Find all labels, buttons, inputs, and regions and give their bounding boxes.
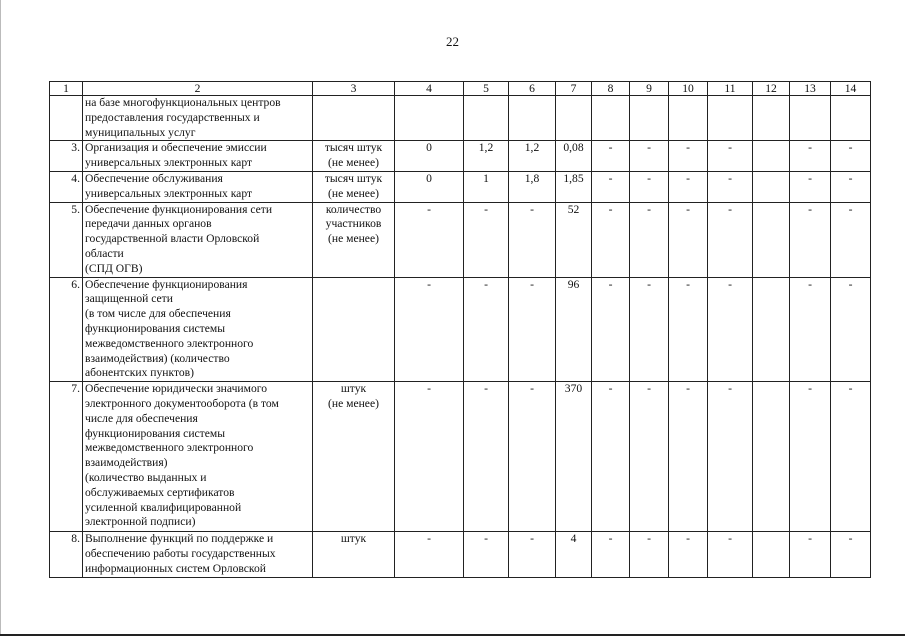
indicator-value: - xyxy=(464,382,509,532)
indicator-value: - xyxy=(464,277,509,382)
indicator-value: - xyxy=(669,532,708,578)
table-row xyxy=(50,141,871,172)
indicator-value: - xyxy=(831,532,871,578)
indicator-value xyxy=(464,96,509,141)
column-header: 7 xyxy=(556,82,592,96)
column-header: 2 xyxy=(83,82,313,96)
indicator-value: - xyxy=(630,382,669,532)
indicator-value xyxy=(753,202,790,277)
indicator-value: - xyxy=(831,382,871,532)
indicator-value: - xyxy=(790,141,831,172)
indicator-value: 1,2 xyxy=(464,141,509,172)
indicator-value xyxy=(556,96,592,141)
table-body xyxy=(50,96,871,578)
indicator-value: - xyxy=(831,202,871,277)
column-header: 14 xyxy=(831,82,871,96)
column-header: 13 xyxy=(790,82,831,96)
indicator-value: - xyxy=(592,141,630,172)
indicator-value: - xyxy=(592,532,630,578)
column-header: 6 xyxy=(509,82,556,96)
table-row xyxy=(50,96,871,141)
table-row xyxy=(50,277,871,382)
indicator-value: - xyxy=(790,382,831,532)
indicator-value: - xyxy=(464,532,509,578)
indicator-value: - xyxy=(790,202,831,277)
indicator-value: - xyxy=(669,382,708,532)
indicator-value: - xyxy=(509,382,556,532)
indicator-value xyxy=(753,532,790,578)
row-number: 5. xyxy=(50,202,83,277)
indicator-value: - xyxy=(708,382,753,532)
indicator-value xyxy=(395,96,464,141)
indicator-value: 1,2 xyxy=(509,141,556,172)
indicator-value xyxy=(592,96,630,141)
indicator-value: - xyxy=(464,202,509,277)
indicator-value: - xyxy=(708,202,753,277)
unit-of-measure: тысяч штук (не менее) xyxy=(313,171,395,202)
table-row xyxy=(50,382,871,532)
indicator-value: - xyxy=(395,202,464,277)
indicator-value: - xyxy=(708,532,753,578)
indicator-value: - xyxy=(630,277,669,382)
column-header: 11 xyxy=(708,82,753,96)
unit-of-measure: штук xyxy=(313,532,395,578)
indicator-name: Выполнение функций по поддержке и обеспечению работы государственных информационных систем Орловской xyxy=(83,532,313,578)
indicator-value: - xyxy=(831,171,871,202)
indicator-value xyxy=(753,277,790,382)
column-header: 3 xyxy=(313,82,395,96)
row-number: 4. xyxy=(50,171,83,202)
indicator-value: - xyxy=(831,141,871,172)
indicator-value xyxy=(831,96,871,141)
indicators-table xyxy=(49,81,871,578)
indicator-value xyxy=(753,171,790,202)
unit-of-measure: штук (не менее) xyxy=(313,382,395,532)
indicator-value: 1,85 xyxy=(556,171,592,202)
indicator-value: 0 xyxy=(395,141,464,172)
indicator-value: 370 xyxy=(556,382,592,532)
indicator-value xyxy=(790,96,831,141)
column-header: 1 xyxy=(50,82,83,96)
indicator-value: - xyxy=(790,532,831,578)
indicator-value: - xyxy=(790,171,831,202)
indicator-value xyxy=(753,141,790,172)
indicator-name: Организация и обеспечение эмиссии универсальных электронных карт xyxy=(83,141,313,172)
unit-of-measure xyxy=(313,96,395,141)
indicator-value: - xyxy=(509,202,556,277)
row-number xyxy=(50,96,83,141)
table-row xyxy=(50,171,871,202)
unit-of-measure xyxy=(313,277,395,382)
indicator-name: Обеспечение юридически значимого электронного документооборота (в том числе для обеспечения функционирования системы межведомственного электронного взаимодействия) (количество выданных и обслуживаемых сертификатов усиленной квалифицированной электронной подписи) xyxy=(83,382,313,532)
indicator-value: - xyxy=(669,277,708,382)
indicator-value: - xyxy=(395,382,464,532)
indicator-name: Обеспечение функционирования защищенной сети (в том числе для обеспечения функционирования системы межведомственного электронного взаимодействия) (количество абонентских пунктов) xyxy=(83,277,313,382)
indicator-value: 52 xyxy=(556,202,592,277)
indicator-value: - xyxy=(509,277,556,382)
indicator-value: - xyxy=(630,202,669,277)
indicator-value: - xyxy=(630,171,669,202)
column-header: 4 xyxy=(395,82,464,96)
indicator-value: - xyxy=(592,202,630,277)
indicator-value: - xyxy=(509,532,556,578)
indicator-value: - xyxy=(395,277,464,382)
indicator-value: 0,08 xyxy=(556,141,592,172)
row-number: 6. xyxy=(50,277,83,382)
unit-of-measure: количество участников (не менее) xyxy=(313,202,395,277)
indicator-value: - xyxy=(708,171,753,202)
indicator-value: - xyxy=(630,532,669,578)
column-header: 5 xyxy=(464,82,509,96)
indicator-value xyxy=(708,96,753,141)
indicator-value: - xyxy=(790,277,831,382)
page-number: 22 xyxy=(446,34,459,49)
indicator-value: - xyxy=(630,141,669,172)
column-header: 12 xyxy=(753,82,790,96)
row-number: 3. xyxy=(50,141,83,172)
column-numbers-row xyxy=(50,82,871,96)
indicator-value: - xyxy=(592,277,630,382)
page-bottom-edge xyxy=(0,634,905,636)
indicator-value: 1 xyxy=(464,171,509,202)
indicator-name: Обеспечение обслуживания универсальных электронных карт xyxy=(83,171,313,202)
indicator-value: 0 xyxy=(395,171,464,202)
indicator-value xyxy=(753,382,790,532)
row-number: 7. xyxy=(50,382,83,532)
indicator-name: на базе многофункциональных центров предоставления государственных и муниципальных услуг xyxy=(83,96,313,141)
indicator-value: 96 xyxy=(556,277,592,382)
column-header: 9 xyxy=(630,82,669,96)
row-number: 8. xyxy=(50,532,83,578)
indicator-value xyxy=(509,96,556,141)
indicator-name: Обеспечение функционирования сети передачи данных органов государственной власти Орловской области (СПД ОГВ) xyxy=(83,202,313,277)
indicator-value: - xyxy=(395,532,464,578)
indicator-value: - xyxy=(592,171,630,202)
indicator-value: - xyxy=(708,277,753,382)
indicator-value xyxy=(753,96,790,141)
indicator-value: - xyxy=(831,277,871,382)
indicator-value: - xyxy=(669,141,708,172)
indicator-value: - xyxy=(669,171,708,202)
page-edge-left xyxy=(0,0,1,636)
indicator-value xyxy=(669,96,708,141)
table-row xyxy=(50,202,871,277)
table-row xyxy=(50,532,871,578)
column-header: 8 xyxy=(592,82,630,96)
indicator-value: 1,8 xyxy=(509,171,556,202)
unit-of-measure: тысяч штук (не менее) xyxy=(313,141,395,172)
column-header: 10 xyxy=(669,82,708,96)
indicator-value: - xyxy=(708,141,753,172)
indicator-value xyxy=(630,96,669,141)
indicator-value: 4 xyxy=(556,532,592,578)
indicator-value: - xyxy=(592,382,630,532)
indicator-value: - xyxy=(669,202,708,277)
